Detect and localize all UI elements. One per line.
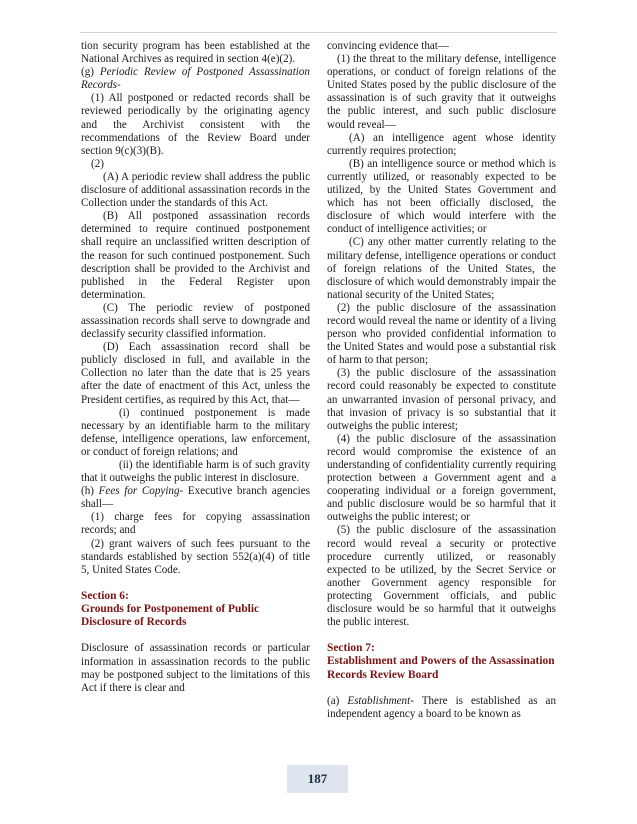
page-number: 187 bbox=[307, 771, 328, 786]
section-heading bbox=[81, 590, 310, 630]
paragraph: (C) any other matter currently relating to the military defense, intelligence operations or conduct of foreign relations of the United States, the disclosure of which would demonstrably impair the national security of the United States; bbox=[327, 236, 556, 301]
paragraph: Disclosure of assassination records or particular information in assassination records to the public may be postponed subject to the limitations of this Act if there is clear and bbox=[81, 642, 310, 694]
paragraph: (2) grant waivers of such fees pursuant to the standards established by section 552(a)(4) of title 5, United States Code. bbox=[81, 537, 310, 576]
section-label: Section 6: bbox=[81, 589, 129, 602]
subsection-text: There is established as an independent agency a board to be known as bbox=[327, 694, 556, 720]
paragraph: (1) All postponed or redacted records shall be reviewed periodically by the originating agency and the Archivist consistent with the recommendations of the Review Board under section 9(c)(3)(B). bbox=[81, 92, 310, 157]
spacer bbox=[81, 577, 310, 590]
paragraph: (i) continued postponement is made necessary by an identifiable harm to the military defense, intelligence operations, law enforcement, or conduct of foreign relations; and bbox=[81, 406, 310, 458]
paragraph: (ii) the identifiable harm is of such gravity that it outweighs the public interest in disclosure. bbox=[81, 459, 310, 485]
paragraph: (D) Each assassination record shall be publicly disclosed in full, and available in the Collection no later than the date that is 25 years after the date of enactment of this Act, unless the President certifies, as required by this Act, that— bbox=[81, 341, 310, 406]
paragraph: (5) the public disclosure of the assassination record would reveal a security or protective procedure currently utilized, or reasonably expected to be utilized, by the Secret Service or another Government agency responsible for protecting Government officials, and public disclosure would be so harmful that it outweighs the public interest. bbox=[327, 524, 556, 629]
spacer bbox=[327, 682, 556, 695]
subsection-title: Fees for Copying- bbox=[98, 485, 184, 498]
paragraph: (C) The periodic review of postponed assassination records shall serve to downgrade and declassify security classified information. bbox=[81, 301, 310, 341]
paragraph: (2) the public disclosure of the assassination record would reveal the name or identity of a living person who provided confidential information to the United States and would pose a substantial risk of harm to that person; bbox=[327, 301, 556, 367]
section-heading bbox=[327, 642, 556, 682]
paragraph-subsection-g bbox=[81, 66, 310, 92]
subsection-title: Periodic Review of Postponed Assassination Records- bbox=[81, 66, 310, 92]
paragraph: (4) the public disclosure of the assassination record would compromise the existence of an understanding of confidentiality currently requiring protection between a Government agent and a cooperating individual or a foreign government, and public disclosure would be so harmful that it outweighs the public interest; or bbox=[327, 432, 556, 524]
header-rule bbox=[80, 32, 557, 33]
subsection-marker: (g) bbox=[81, 66, 100, 79]
spacer bbox=[81, 629, 310, 642]
right-column bbox=[327, 40, 556, 721]
page-number-box bbox=[287, 765, 348, 793]
subsection-text: Executive branch agencies shall— bbox=[81, 485, 310, 511]
paragraph: (2) bbox=[91, 157, 104, 170]
paragraph: (3) the public disclosure of the assassination record could reasonably be expected to constitute an unwarranted invasion of personal privacy, and that invasion of privacy is so substantial that it outweighs the public interest; bbox=[327, 367, 556, 432]
subsection-marker: (a) bbox=[327, 694, 348, 707]
section-title: Grounds for Postponement of Public Disclosure of Records bbox=[81, 603, 260, 629]
paragraph: (1) the threat to the military defense, intelligence operations, or conduct of foreign relations of the United States posed by the public disclosure of the assassination is of such gravity that it outweighs the public interest, and such public disclosure would reveal— bbox=[327, 53, 556, 131]
section-label: Section 7: bbox=[327, 642, 375, 655]
paragraph: (A) an intelligence agent whose identity currently requires protection; bbox=[327, 131, 556, 157]
left-column bbox=[81, 40, 310, 695]
paragraph: convincing evidence that— bbox=[327, 40, 449, 52]
spacer bbox=[327, 629, 556, 642]
paragraph: (1) charge fees for copying assassination records; and bbox=[81, 511, 310, 537]
paragraph-subsection-h bbox=[81, 485, 310, 511]
paragraph-subsection-a bbox=[327, 695, 556, 721]
section-title: Establishment and Powers of the Assassination Records Review Board bbox=[327, 655, 555, 681]
paragraph: tion security program has been established at the National Archives as required in section 4(e)(2). bbox=[81, 40, 310, 66]
paragraph: (B) All postponed assassination records determined to require continued postponement shall require an unclassified written description of the reason for such continued postponement. Such description shall be provided to the Archivist and published in the Federal Register upon determination. bbox=[81, 210, 310, 301]
paragraph: (B) an intelligence source or method which is currently utilized, or reasonably expected to be utilized, by the United States Government and which has not been officially disclosed, the disclosure of which would interfere with the conduct of intelligence activities; or bbox=[327, 157, 556, 236]
subsection-marker: (h) bbox=[81, 485, 99, 498]
subsection-title: Establishment- bbox=[347, 694, 414, 707]
paragraph: (A) A periodic review shall address the public disclosure of additional assassination records in the Collection under the standards of this Act. bbox=[81, 170, 310, 210]
